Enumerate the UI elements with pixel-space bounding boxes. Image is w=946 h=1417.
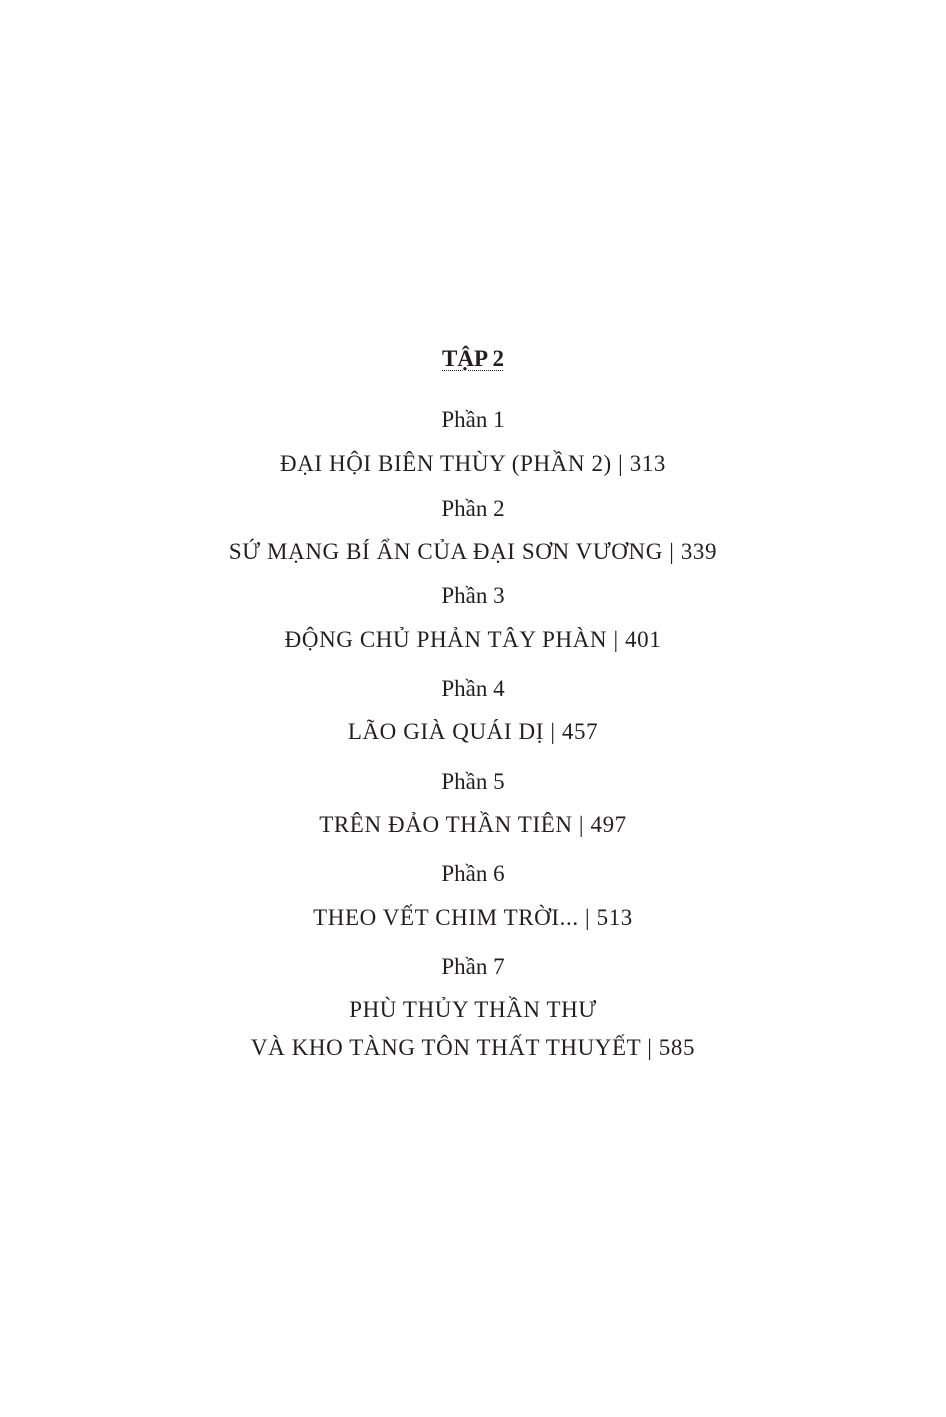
volume-title: TẬP 2 bbox=[442, 346, 504, 371]
part-label-1: Phần 1 bbox=[441, 407, 505, 432]
chapter-title-7-line-2: VÀ KHO TÀNG TÔN THẤT THUYẾT | 585 bbox=[250, 1035, 696, 1060]
chapter-title-7-line-1: PHÙ THỦY THẦN THƯ bbox=[349, 997, 597, 1022]
part-label-3: Phần 3 bbox=[441, 583, 505, 608]
part-label-5: Phần 5 bbox=[441, 769, 505, 794]
chapter-title-1: ĐẠI HỘI BIÊN THÙY (PHẦN 2) | 313 bbox=[279, 451, 667, 476]
part-label-4: Phần 4 bbox=[441, 676, 505, 701]
chapter-title-4: LÃO GIÀ QUÁI DỊ | 457 bbox=[347, 719, 599, 744]
chapter-title-5: TRÊN ĐẢO THẦN TIÊN | 497 bbox=[319, 812, 627, 837]
part-label-6: Phần 6 bbox=[441, 861, 505, 886]
chapter-title-6: THEO VẾT CHIM TRỜI... | 513 bbox=[313, 905, 633, 930]
chapter-title-3: ĐỘNG CHỦ PHẢN TÂY PHÀN | 401 bbox=[284, 627, 662, 652]
chapter-title-2: SỨ MẠNG BÍ ẨN CỦA ĐẠI SƠN VƯƠNG | 339 bbox=[228, 539, 718, 564]
part-label-2: Phần 2 bbox=[441, 496, 505, 521]
part-label-7: Phần 7 bbox=[441, 954, 505, 979]
